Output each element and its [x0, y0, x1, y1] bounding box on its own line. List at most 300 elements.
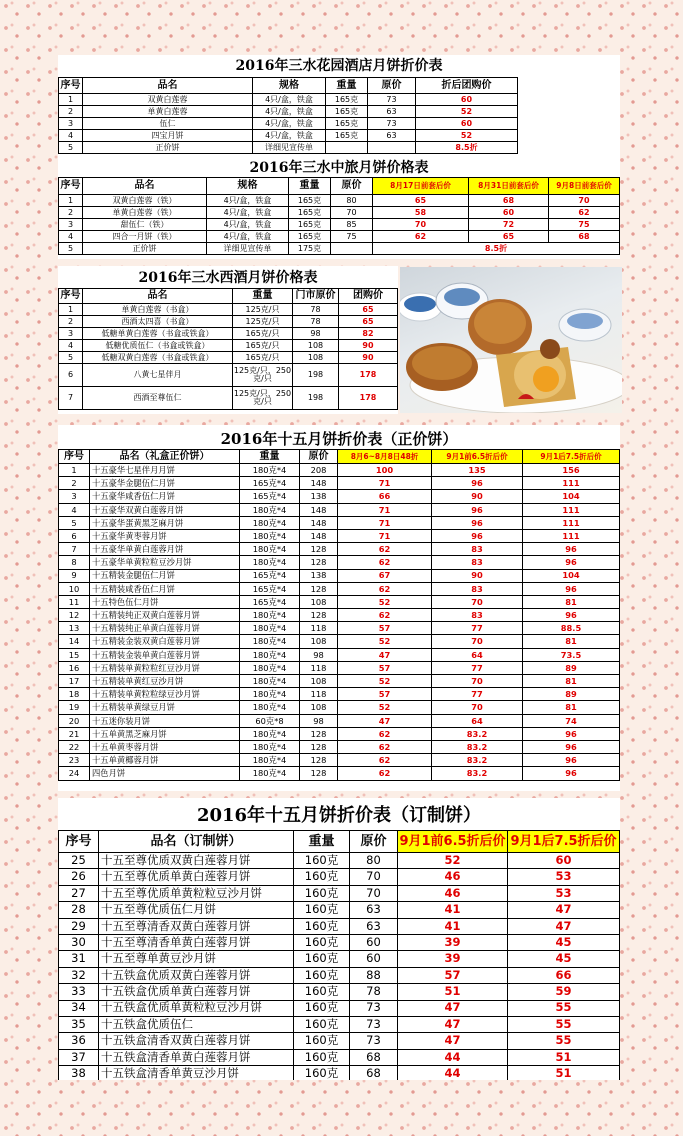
table-cell: 81 [523, 675, 620, 688]
column-header: 原价 [331, 178, 373, 195]
table-cell: 60 [508, 853, 620, 869]
table-cell: 十五铁盒优质伍仁 [99, 1016, 294, 1032]
table-header-row [59, 289, 398, 304]
table-cell: 81 [523, 701, 620, 714]
table-cell: 44 [398, 1049, 508, 1065]
table-row [59, 340, 398, 352]
table-cell: 八黄七星伴月 [83, 364, 233, 387]
table-row [59, 951, 620, 967]
table-cell: 78 [293, 316, 339, 328]
table-cell [331, 243, 373, 255]
table-cell: 83 [432, 582, 523, 595]
table-row [59, 853, 620, 869]
table-row [59, 767, 620, 780]
table-cell: 十五至尊优质伍仁月饼 [99, 902, 294, 918]
table-cell: 111 [523, 477, 620, 490]
table-cell: 25 [59, 853, 99, 869]
table-cell: 165克*4 [240, 595, 300, 608]
table-cell: 89 [523, 688, 620, 701]
table-cell: 70 [373, 219, 469, 231]
table-cell: 108 [300, 701, 338, 714]
table-cell: 71 [338, 503, 432, 516]
table-row [59, 648, 620, 661]
table-cell: 65 [469, 231, 549, 243]
table-row [59, 902, 620, 918]
table-cell: 83.2 [432, 727, 523, 740]
table-cell: 74 [523, 714, 620, 727]
table-cell: 4 [59, 503, 90, 516]
table-cell: 96 [523, 543, 620, 556]
table-cell: 62 [338, 556, 432, 569]
table-row [59, 609, 620, 622]
column-header: 重量 [294, 831, 350, 853]
table-title: 2016年三水西酒月饼价格表 [138, 270, 318, 286]
table-cell: 十五单黄椰蓉月饼 [90, 754, 240, 767]
table-cell: 165克*4 [240, 582, 300, 595]
table-cell: 70 [350, 885, 398, 901]
table-cell: 16 [59, 661, 90, 674]
table-cell: 4 [59, 340, 83, 352]
table-cell: 88 [350, 967, 398, 983]
column-header: 序号 [59, 450, 90, 464]
table-cell: 62 [338, 609, 432, 622]
table-cell: 208 [300, 464, 338, 477]
table-row [59, 328, 398, 340]
table-cell: 十五至尊优质双黄白莲蓉月饼 [99, 853, 294, 869]
table-cell: 47 [338, 714, 432, 727]
table-cell: 31 [59, 951, 99, 967]
table-row [59, 934, 620, 950]
table-cell: 165克*4 [240, 490, 300, 503]
table-cell: 西酒太四喜（书盒） [83, 316, 233, 328]
table-cell: 148 [300, 529, 338, 542]
column-header: 重量 [240, 450, 300, 464]
table-cell: 88.5 [523, 622, 620, 635]
table-row [59, 869, 620, 885]
table-cell: 65 [373, 195, 469, 207]
table-cell: 62 [338, 543, 432, 556]
table-cell: 低糖单黄白莲蓉（书盒或铁盒） [83, 328, 233, 340]
table-cell: 6 [59, 364, 83, 387]
column-header: 品名 [83, 289, 233, 304]
table-cell: 70 [350, 869, 398, 885]
table-cell: 6 [59, 529, 90, 542]
table-cell: 44 [398, 1066, 508, 1080]
table-cell: 68 [350, 1049, 398, 1065]
table-cell: 57 [398, 967, 508, 983]
table-cell: 7 [59, 387, 83, 410]
table-row [59, 231, 620, 243]
table-cell: 22 [59, 740, 90, 753]
table-cell: 26 [59, 869, 99, 885]
table-cell: 160克 [294, 1033, 350, 1049]
table-row [59, 130, 620, 142]
table-row [59, 740, 620, 753]
table-cell: 35 [59, 1016, 99, 1032]
column-header: 团购价 [339, 289, 398, 304]
table-cell: 100 [338, 464, 432, 477]
table-cell: 96 [432, 529, 523, 542]
table-cell: 70 [331, 207, 373, 219]
table-cell: 83 [432, 556, 523, 569]
table-cell: 160克 [294, 902, 350, 918]
table-cell: 2 [59, 477, 90, 490]
table-cell: 5 [59, 516, 90, 529]
table-cell: 3 [59, 328, 83, 340]
table-cell: 71 [338, 477, 432, 490]
table-row [59, 364, 398, 387]
table-row [59, 635, 620, 648]
table-cell: 11 [59, 595, 90, 608]
table-cell: 1 [59, 195, 83, 207]
table-cell: 46 [398, 885, 508, 901]
table-row [59, 918, 620, 934]
table-row [59, 316, 398, 328]
table-cell: 96 [432, 516, 523, 529]
table-cell: 23 [59, 754, 90, 767]
table-cell: 165克 [289, 219, 331, 231]
table-cell: 125克/只，250克/只 [233, 387, 293, 410]
table-cell: 4只/盒，铁盒 [253, 106, 326, 118]
table-cell: 47 [508, 902, 620, 918]
table-cell: 180克*4 [240, 675, 300, 688]
table-cell: 53 [508, 869, 620, 885]
table-cell: 57 [338, 688, 432, 701]
table-row [59, 529, 620, 542]
table-cell: 21 [59, 727, 90, 740]
column-header: 序号 [59, 289, 83, 304]
column-header: 序号 [59, 831, 99, 853]
table-row [59, 516, 620, 529]
table-cell: 十五至尊清香双黄白莲蓉月饼 [99, 918, 294, 934]
table-cell: 128 [300, 767, 338, 780]
table-cell: 十五精装金腿伍仁月饼 [90, 569, 240, 582]
table-cell: 180克*4 [240, 516, 300, 529]
table-cell: 96 [523, 556, 620, 569]
table-cell: 62 [373, 231, 469, 243]
table-cell: 180克*4 [240, 622, 300, 635]
table-row [59, 661, 620, 674]
table-cell: 2 [59, 316, 83, 328]
table-cell: 15 [59, 648, 90, 661]
table-cell: 57 [338, 661, 432, 674]
table-cell: 62 [338, 767, 432, 780]
table-cell: 41 [398, 902, 508, 918]
table-cell: 4只/盒，铁盒 [207, 219, 289, 231]
column-header: 8月17日前套后价 [373, 178, 469, 195]
column-header: 原价 [368, 78, 416, 94]
column-header: 折后团购价 [416, 78, 518, 94]
table-cell: 108 [300, 595, 338, 608]
table-cell: 30 [59, 934, 99, 950]
table-row [59, 885, 620, 901]
table-cell: 正价饼 [83, 142, 253, 154]
table-cell: 178 [339, 387, 398, 410]
table-cell: 55 [508, 1033, 620, 1049]
table-cell: 十五至尊优质单黄粒粒豆沙月饼 [99, 885, 294, 901]
table-cell: 24 [59, 767, 90, 780]
table-cell: 47 [338, 648, 432, 661]
table-cell: 双黄白莲蓉（铁） [83, 195, 207, 207]
table-cell: 180克*4 [240, 529, 300, 542]
table-cell: 160克 [294, 918, 350, 934]
table-cell: 17 [59, 675, 90, 688]
table-cell: 38 [59, 1066, 99, 1080]
table-cell: 83 [432, 543, 523, 556]
table-cell: 51 [508, 1049, 620, 1065]
price-table [58, 449, 620, 781]
table-row [59, 106, 620, 118]
table-cell: 160克 [294, 1016, 350, 1032]
table-row [59, 219, 620, 231]
table-cell: 96 [523, 609, 620, 622]
table-cell: 165克 [289, 195, 331, 207]
table-title: 2016年十五月饼折价表（订制饼） [196, 805, 482, 826]
table-cell: 73 [368, 118, 416, 130]
table-row [59, 622, 620, 635]
table-cell: 十五精装咸香伍仁月饼 [90, 582, 240, 595]
table-cell: 96 [432, 477, 523, 490]
table-cell: 55 [508, 1000, 620, 1016]
table-cell: 34 [59, 1000, 99, 1016]
table-row [59, 1000, 620, 1016]
price-table [58, 830, 620, 1080]
table-cell: 60 [416, 118, 518, 130]
table-cell: 十五迷你装月饼 [90, 714, 240, 727]
column-header: 序号 [59, 178, 83, 195]
price-table [58, 177, 620, 255]
table-cell: 低糖优质伍仁（书盒或铁盒） [83, 340, 233, 352]
table-row [59, 142, 620, 154]
table-cell: 单黄白莲蓉（铁） [83, 207, 207, 219]
table-cell: 148 [300, 503, 338, 516]
table-cell: 180克*4 [240, 727, 300, 740]
table-cell: 180克*4 [240, 609, 300, 622]
table-cell: 12 [59, 609, 90, 622]
table-cell: 51 [508, 1066, 620, 1080]
table-cell: 41 [398, 918, 508, 934]
column-header: 重量 [289, 178, 331, 195]
table-cell: 西酒至尊伍仁 [83, 387, 233, 410]
table-cell: 81 [523, 635, 620, 648]
column-header: 9月8日前套后价 [549, 178, 620, 195]
table-cell: 20 [59, 714, 90, 727]
column-header: 门市原价 [293, 289, 339, 304]
table-sanshui-west-hotel [58, 266, 398, 414]
table-cell: 64 [432, 648, 523, 661]
table-cell: 4只/盒，铁盒 [253, 130, 326, 142]
table-cell: 65 [339, 304, 398, 316]
table-row [59, 543, 620, 556]
column-header: 原价 [350, 831, 398, 853]
table-cell: 63 [368, 130, 416, 142]
column-header: 8月31日前套后价 [469, 178, 549, 195]
table-cell: 73 [368, 94, 416, 106]
column-header: 品名（礼盒正价饼） [90, 450, 240, 464]
table-cell: 51 [398, 984, 508, 1000]
table-cell: 47 [508, 918, 620, 934]
table-cell: 详细见宣传单 [253, 142, 326, 154]
table-cell: 十五豪华蛋黄黑芝麻月饼 [90, 516, 240, 529]
table-header-row [59, 831, 620, 853]
table-cell: 十五铁盒清香双黄白莲蓉月饼 [99, 1033, 294, 1049]
table-cell: 160克 [294, 967, 350, 983]
table-cell: 1 [59, 94, 83, 106]
table-cell: 68 [469, 195, 549, 207]
table-cell: 52 [338, 701, 432, 714]
table-cell: 十五铁盒优质双黄白莲蓉月饼 [99, 967, 294, 983]
table-cell: 180克*4 [240, 661, 300, 674]
table-cell: 77 [432, 661, 523, 674]
table-cell: 66 [338, 490, 432, 503]
table-cell: 96 [523, 754, 620, 767]
table-cell: 十五铁盒清香单黄白莲蓉月饼 [99, 1049, 294, 1065]
table-cell: 96 [523, 767, 620, 780]
price-table [58, 288, 398, 410]
table-cell: 125克/只 [233, 316, 293, 328]
table-cell: 73.5 [523, 648, 620, 661]
table-row [59, 94, 620, 106]
table-row [59, 967, 620, 983]
table-cell: 138 [300, 490, 338, 503]
table-cell: 8 [59, 556, 90, 569]
table-cell: 63 [350, 918, 398, 934]
table-cell: 58 [373, 207, 469, 219]
table-row [59, 1016, 620, 1032]
table-cell: 10 [59, 582, 90, 595]
table-cell: 128 [300, 754, 338, 767]
table-cell: 80 [350, 853, 398, 869]
table-cell: 60 [350, 951, 398, 967]
table-cell: 80 [331, 195, 373, 207]
table-cell: 8.5折 [373, 243, 620, 255]
table-cell: 十五精装金装双黄白莲蓉月饼 [90, 635, 240, 648]
table-cell: 62 [549, 207, 620, 219]
table-cell: 175克 [289, 243, 331, 255]
table-cell: 60 [350, 934, 398, 950]
table-cell: 32 [59, 967, 99, 983]
table-row [59, 387, 398, 410]
table-cell: 118 [300, 688, 338, 701]
table-cell: 78 [293, 304, 339, 316]
column-header: 重量 [233, 289, 293, 304]
table-row [59, 1049, 620, 1065]
table-cell: 111 [523, 503, 620, 516]
table-cell: 77 [432, 622, 523, 635]
table-cell: 90 [432, 490, 523, 503]
table-row [59, 754, 620, 767]
table-cell: 2 [59, 106, 83, 118]
table-cell: 96 [523, 740, 620, 753]
table-cell: 伍仁 [83, 118, 253, 130]
table-cell: 180克*4 [240, 464, 300, 477]
table-cell: 75 [549, 219, 620, 231]
table-cell: 39 [398, 934, 508, 950]
column-header: 8月6~8月8日48折 [338, 450, 432, 464]
table-cell: 128 [300, 543, 338, 556]
table-cell: 十五精装单黄粒粒绿豆沙月饼 [90, 688, 240, 701]
column-header: 原价 [300, 450, 338, 464]
table-cell: 67 [338, 569, 432, 582]
table-cell: 128 [300, 556, 338, 569]
table-row [59, 582, 620, 595]
table-cell: 138 [300, 569, 338, 582]
table-header-row [59, 178, 620, 195]
table-row [59, 984, 620, 1000]
table-cell: 4只/盒，铁盒 [207, 195, 289, 207]
table-cell: 8.5折 [416, 142, 518, 154]
table-cell: 4只/盒，铁盒 [207, 231, 289, 243]
table-cell: 63 [350, 902, 398, 918]
table-cell: 70 [432, 635, 523, 648]
table-cell: 165克 [289, 207, 331, 219]
table-cell: 89 [523, 661, 620, 674]
column-header: 规格 [253, 78, 326, 94]
table-cell: 63 [368, 106, 416, 118]
table-cell: 5 [59, 142, 83, 154]
table-cell: 27 [59, 885, 99, 901]
table-cell: 108 [300, 635, 338, 648]
table-row [59, 688, 620, 701]
table-row [59, 490, 620, 503]
table-row [59, 195, 620, 207]
table-cell: 详细见宣传单 [207, 243, 289, 255]
table-cell: 165克 [289, 231, 331, 243]
table-cell: 14 [59, 635, 90, 648]
table-title: 2016年三水花园酒店月饼折价表 [235, 58, 443, 74]
table-cell: 十五豪华单黄白莲蓉月饼 [90, 543, 240, 556]
table-cell: 52 [338, 635, 432, 648]
table-cell: 5 [59, 352, 83, 364]
table-cell: 十五豪华单黄粒粒豆沙月饼 [90, 556, 240, 569]
table-cell: 甜伍仁（铁） [83, 219, 207, 231]
table-cell: 65 [339, 316, 398, 328]
column-header: 9月1前6.5折后价 [432, 450, 523, 464]
table-cell: 104 [523, 490, 620, 503]
table-cell: 十五单黄枣蓉月饼 [90, 740, 240, 753]
table-cell: 71 [338, 516, 432, 529]
table-row [59, 352, 398, 364]
table-cell: 90 [339, 340, 398, 352]
table-cell [368, 142, 416, 154]
table-cell: 四色月饼 [90, 767, 240, 780]
table-cell: 十五特色伍仁月饼 [90, 595, 240, 608]
table-cell: 45 [508, 951, 620, 967]
table-cell: 60 [416, 94, 518, 106]
table-cell: 19 [59, 701, 90, 714]
table-title: 2016年三水中旅月饼价格表 [249, 160, 429, 176]
table-cell: 33 [59, 984, 99, 1000]
table-cell: 55 [508, 1016, 620, 1032]
table-cell: 59 [508, 984, 620, 1000]
table-cell: 52 [338, 675, 432, 688]
table-sanshui-garden-hotel [58, 55, 620, 159]
table-cell: 180克*4 [240, 556, 300, 569]
table-cell: 2 [59, 207, 83, 219]
table-cell: 108 [293, 340, 339, 352]
table-cell: 低糖双黄白莲蓉（书盒或铁盒） [83, 352, 233, 364]
table-cell: 1 [59, 464, 90, 477]
table-cell: 180克*4 [240, 635, 300, 648]
table-cell: 十五豪华咸香伍仁月饼 [90, 490, 240, 503]
table-cell: 十五铁盒优质单黄白莲蓉月饼 [99, 984, 294, 1000]
table-cell: 135 [432, 464, 523, 477]
table-cell: 29 [59, 918, 99, 934]
table-cell: 十五豪华七星伴月月饼 [90, 464, 240, 477]
column-header: 9月1后7.5折后价 [508, 831, 620, 853]
table-cell: 165克*4 [240, 477, 300, 490]
table-cell: 十五精装金装单黄白莲蓉月饼 [90, 648, 240, 661]
